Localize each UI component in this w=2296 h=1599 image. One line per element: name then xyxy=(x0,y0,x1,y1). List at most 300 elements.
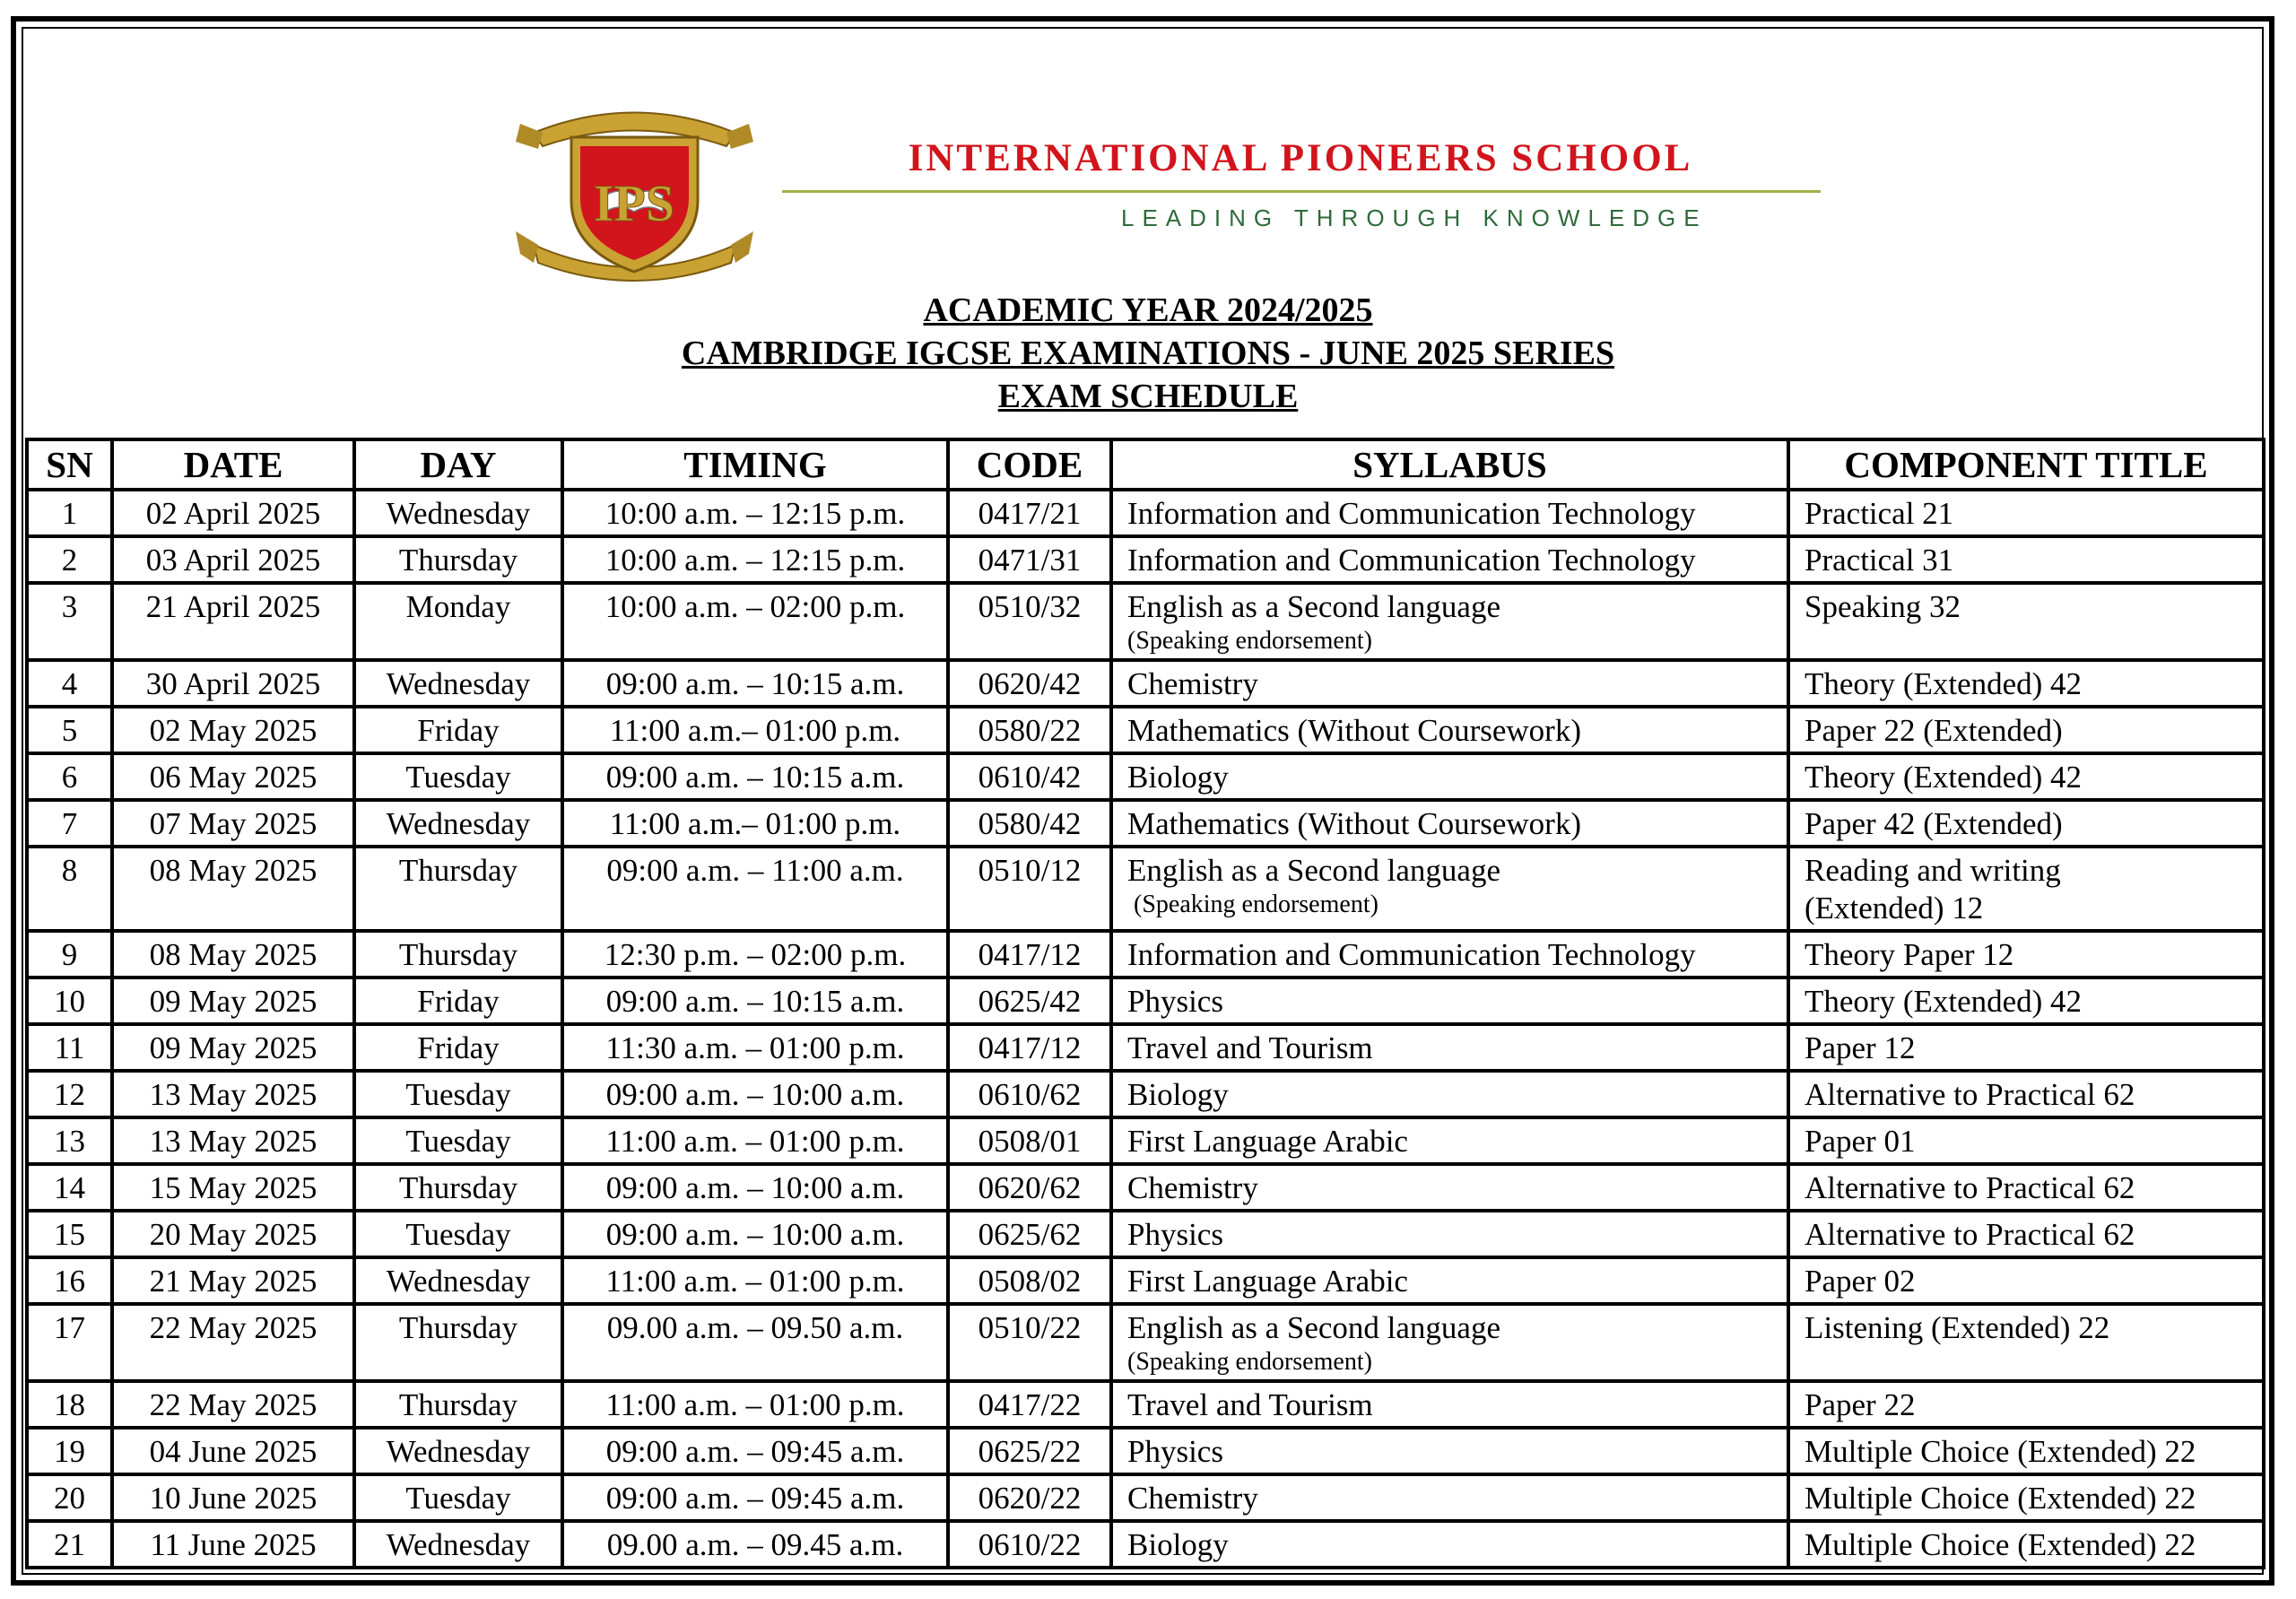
timing-text: 09.00 a.m. – 09.50 a.m. xyxy=(606,1310,904,1345)
code-text: 0471/31 xyxy=(978,543,1082,578)
cell-day xyxy=(354,1164,562,1211)
cell-component xyxy=(1788,1381,2264,1428)
cell-day xyxy=(354,1211,562,1257)
timing-text: 11:00 a.m. – 01:00 p.m. xyxy=(605,1124,905,1159)
date-text: 09 May 2025 xyxy=(149,1030,317,1065)
sn-text: 6 xyxy=(61,760,78,795)
cell-date xyxy=(112,1071,354,1117)
table-row xyxy=(27,1381,2264,1428)
code-text: 0510/12 xyxy=(978,853,1082,888)
date-text: 10 June 2025 xyxy=(149,1481,317,1516)
cell-sn xyxy=(27,660,112,707)
syllabus-text: Chemistry xyxy=(1127,1481,1258,1516)
cell-syllabus xyxy=(1111,660,1788,707)
cell-sn xyxy=(27,1071,112,1117)
cell-timing xyxy=(562,583,948,660)
cell-sn xyxy=(27,847,112,931)
sn-text: 14 xyxy=(54,1170,85,1205)
cell-timing xyxy=(562,1211,948,1257)
cell-date xyxy=(112,490,354,536)
timing-text: 09:00 a.m. – 10:00 a.m. xyxy=(605,1077,905,1112)
day-text: Wednesday xyxy=(386,1527,531,1562)
cell-sn xyxy=(27,1474,112,1521)
cell-code xyxy=(948,1164,1111,1211)
cell-timing xyxy=(562,490,948,536)
cell-sn xyxy=(27,536,112,583)
code-text: 0620/22 xyxy=(978,1481,1082,1516)
component-text: Paper 12 xyxy=(1805,1030,1916,1065)
component-text: Theory Paper 12 xyxy=(1805,937,2014,972)
cell-date xyxy=(112,707,354,753)
cell-timing xyxy=(562,1521,948,1568)
component-text: Theory (Extended) 42 xyxy=(1805,666,2083,701)
sn-text: 8 xyxy=(61,853,78,888)
exam-schedule-title: EXAM SCHEDULE xyxy=(997,378,1299,415)
cell-timing xyxy=(562,1024,948,1071)
cell-day xyxy=(354,1071,562,1117)
syllabus-text: Information and Communication Technology xyxy=(1127,543,1696,578)
timing-text: 10:00 a.m. – 12:15 p.m. xyxy=(604,496,906,531)
cell-component xyxy=(1788,1117,2264,1164)
sn-text: 1 xyxy=(61,496,78,531)
cell-code xyxy=(948,1474,1111,1521)
cell-component xyxy=(1788,707,2264,753)
school-motto: LEADING THROUGH KNOWLEDGE xyxy=(1121,204,1708,231)
school-crest-logo xyxy=(516,97,753,285)
cell-syllabus xyxy=(1111,1164,1788,1211)
table-row xyxy=(27,1211,2264,1257)
column-header-date: DATE xyxy=(112,439,354,490)
cell-component xyxy=(1788,536,2264,583)
cell-timing xyxy=(562,931,948,978)
cell-day xyxy=(354,800,562,847)
component-text: Reading and writing xyxy=(1805,853,2061,888)
cell-syllabus xyxy=(1111,536,1788,583)
syllabus-text: Biology xyxy=(1127,1077,1229,1112)
date-text: 04 June 2025 xyxy=(149,1434,317,1469)
table-row xyxy=(27,1164,2264,1211)
logo-initials: IPS xyxy=(593,174,675,232)
cell-syllabus xyxy=(1111,707,1788,753)
cell-date xyxy=(112,1211,354,1257)
syllabus-text: Biology xyxy=(1127,760,1229,795)
cell-day xyxy=(354,707,562,753)
cell-sn xyxy=(27,1211,112,1257)
sn-text: 16 xyxy=(54,1264,85,1299)
syllabus-text: Mathematics (Without Coursework) xyxy=(1127,806,1581,841)
timing-text: 12:30 p.m. – 02:00 p.m. xyxy=(604,937,907,972)
syllabus-text: Chemistry xyxy=(1127,666,1258,701)
component-text: Multiple Choice (Extended) 22 xyxy=(1805,1434,2196,1469)
cell-code xyxy=(948,536,1111,583)
cell-syllabus xyxy=(1111,847,1788,931)
date-text: 13 May 2025 xyxy=(149,1124,317,1159)
cell-sn xyxy=(27,1117,112,1164)
cell-day xyxy=(354,1257,562,1304)
syllabus-text: Mathematics (Without Coursework) xyxy=(1127,713,1581,748)
cell-code xyxy=(948,1024,1111,1071)
timing-text: 09.00 a.m. – 09.45 a.m. xyxy=(606,1527,904,1562)
component-text: Theory (Extended) 42 xyxy=(1805,760,2083,795)
cell-sn xyxy=(27,1428,112,1474)
cell-syllabus xyxy=(1111,1071,1788,1117)
syllabus-text: Physics xyxy=(1127,1217,1223,1252)
cell-component xyxy=(1788,1521,2264,1568)
timing-text: 09:00 a.m. – 10:15 a.m. xyxy=(605,984,905,1019)
table-header-row xyxy=(27,439,2264,490)
column-header-timing: TIMING xyxy=(562,439,948,490)
syllabus-text: English as a Second language xyxy=(1127,589,1501,624)
cell-component xyxy=(1788,1164,2264,1211)
cell-date xyxy=(112,978,354,1024)
cell-timing xyxy=(562,660,948,707)
sn-text: 17 xyxy=(54,1310,85,1345)
timing-text: 11:00 a.m.– 01:00 p.m. xyxy=(609,806,901,841)
cell-timing xyxy=(562,1474,948,1521)
cell-component xyxy=(1788,800,2264,847)
cell-syllabus xyxy=(1111,1428,1788,1474)
cell-timing xyxy=(562,1257,948,1304)
code-text: 0510/22 xyxy=(978,1310,1082,1345)
code-text: 0508/01 xyxy=(978,1124,1082,1159)
day-text: Thursday xyxy=(398,1387,518,1422)
sn-text: 10 xyxy=(54,984,85,1019)
timing-text: 11:30 a.m. – 01:00 p.m. xyxy=(605,1030,905,1065)
code-text: 0580/22 xyxy=(978,713,1082,748)
code-text: 0610/42 xyxy=(978,760,1082,795)
cell-date xyxy=(112,847,354,931)
cell-syllabus xyxy=(1111,1024,1788,1071)
column-header-sn: SN xyxy=(27,439,112,490)
syllabus-note: (Speaking endorsement) xyxy=(1127,1348,1372,1376)
timing-text: 11:00 a.m. – 01:00 p.m. xyxy=(605,1387,905,1422)
cell-sn xyxy=(27,707,112,753)
component-text: Alternative to Practical 62 xyxy=(1805,1077,2135,1112)
cell-code xyxy=(948,583,1111,660)
table-row xyxy=(27,490,2264,536)
cell-day xyxy=(354,1428,562,1474)
cell-timing xyxy=(562,1164,948,1211)
sn-text: 20 xyxy=(54,1481,85,1516)
timing-text: 09:00 a.m. – 10:15 a.m. xyxy=(605,666,905,701)
cell-sn xyxy=(27,753,112,800)
cell-sn xyxy=(27,1164,112,1211)
code-text: 0510/32 xyxy=(978,589,1082,624)
day-text: Tuesday xyxy=(405,1217,511,1252)
cell-timing xyxy=(562,1381,948,1428)
cell-date xyxy=(112,1521,354,1568)
code-text: 0625/42 xyxy=(978,984,1082,1019)
component-text: Practical 31 xyxy=(1805,543,1954,578)
cell-day xyxy=(354,1474,562,1521)
table-row xyxy=(27,847,2264,931)
component-text: Alternative to Practical 62 xyxy=(1805,1170,2135,1205)
cell-component xyxy=(1788,1024,2264,1071)
date-text: 06 May 2025 xyxy=(149,760,317,795)
date-text: 15 May 2025 xyxy=(149,1170,317,1205)
cell-day xyxy=(354,536,562,583)
timing-text: 09:00 a.m. – 09:45 a.m. xyxy=(605,1481,905,1516)
syllabus-note: (Speaking endorsement) xyxy=(1127,891,1378,918)
sn-text: 7 xyxy=(61,806,78,841)
sn-text: 4 xyxy=(61,666,78,701)
cell-code xyxy=(948,931,1111,978)
table-row xyxy=(27,707,2264,753)
component-text: Multiple Choice (Extended) 22 xyxy=(1805,1481,2196,1516)
day-text: Tuesday xyxy=(405,1124,511,1159)
cell-syllabus xyxy=(1111,490,1788,536)
cell-date xyxy=(112,536,354,583)
day-text: Friday xyxy=(417,984,500,1019)
date-text: 02 April 2025 xyxy=(145,496,321,531)
cell-sn xyxy=(27,1521,112,1568)
syllabus-text: Information and Communication Technology xyxy=(1127,496,1696,531)
cell-date xyxy=(112,753,354,800)
code-text: 0620/42 xyxy=(978,666,1082,701)
day-text: Wednesday xyxy=(386,666,531,701)
cell-syllabus xyxy=(1111,753,1788,800)
cell-code xyxy=(948,1304,1111,1381)
table-row xyxy=(27,1474,2264,1521)
table-row xyxy=(27,931,2264,978)
component-text: Paper 42 (Extended) xyxy=(1805,806,2063,841)
sn-text: 19 xyxy=(54,1434,85,1469)
cell-date xyxy=(112,1164,354,1211)
cell-code xyxy=(948,1257,1111,1304)
date-text: 11 June 2025 xyxy=(150,1527,317,1562)
day-text: Monday xyxy=(405,589,511,624)
table-row xyxy=(27,536,2264,583)
cell-timing xyxy=(562,800,948,847)
cell-day xyxy=(354,1024,562,1071)
cell-syllabus xyxy=(1111,1117,1788,1164)
code-text: 0625/62 xyxy=(978,1217,1082,1252)
date-text: 02 May 2025 xyxy=(149,713,317,748)
syllabus-note: (Speaking endorsement) xyxy=(1127,627,1372,655)
date-text: 21 April 2025 xyxy=(145,589,321,624)
column-header-code: CODE xyxy=(948,439,1111,490)
cell-component xyxy=(1788,583,2264,660)
cell-day xyxy=(354,583,562,660)
syllabus-text: First Language Arabic xyxy=(1127,1264,1408,1299)
table-row xyxy=(27,1428,2264,1474)
syllabus-text: Physics xyxy=(1127,984,1223,1019)
timing-text: 09:00 a.m. – 10:00 a.m. xyxy=(605,1170,905,1205)
exam-series-title: CAMBRIDGE IGCSE EXAMINATIONS - JUNE 2025 SERIES xyxy=(681,335,1615,372)
cell-component xyxy=(1788,1071,2264,1117)
cell-date xyxy=(112,1257,354,1304)
sn-text: 2 xyxy=(61,543,78,578)
cell-syllabus xyxy=(1111,1381,1788,1428)
code-text: 0417/21 xyxy=(978,496,1082,531)
cell-date xyxy=(112,1474,354,1521)
code-text: 0417/12 xyxy=(978,1030,1082,1065)
component-text: Alternative to Practical 62 xyxy=(1805,1217,2135,1252)
cell-syllabus xyxy=(1111,1257,1788,1304)
code-text: 0580/42 xyxy=(978,806,1082,841)
timing-text: 11:00 a.m.– 01:00 p.m. xyxy=(609,713,901,748)
table-row xyxy=(27,1117,2264,1164)
cell-day xyxy=(354,1117,562,1164)
cell-sn xyxy=(27,1304,112,1381)
cell-component xyxy=(1788,847,2264,931)
table-row xyxy=(27,1257,2264,1304)
day-text: Tuesday xyxy=(405,1481,511,1516)
school-name: INTERNATIONAL PIONEERS SCHOOL xyxy=(908,137,1693,179)
timing-text: 10:00 a.m. – 02:00 p.m. xyxy=(604,589,906,624)
date-text: 13 May 2025 xyxy=(149,1077,317,1112)
cell-component xyxy=(1788,1304,2264,1381)
cell-day xyxy=(354,660,562,707)
column-header-component-title: COMPONENT TITLE xyxy=(1788,439,2264,490)
date-text: 08 May 2025 xyxy=(149,937,317,972)
sn-text: 13 xyxy=(54,1124,85,1159)
cell-code xyxy=(948,978,1111,1024)
cell-syllabus xyxy=(1111,1304,1788,1381)
cell-sn xyxy=(27,1024,112,1071)
date-text: 07 May 2025 xyxy=(149,806,317,841)
cell-timing xyxy=(562,1117,948,1164)
cell-day xyxy=(354,847,562,931)
cell-day xyxy=(354,1521,562,1568)
cell-date xyxy=(112,583,354,660)
cell-code xyxy=(948,1211,1111,1257)
timing-text: 09:00 a.m. – 11:00 a.m. xyxy=(606,853,904,888)
cell-component xyxy=(1788,490,2264,536)
sn-text: 9 xyxy=(61,937,78,972)
date-text: 22 May 2025 xyxy=(149,1310,317,1345)
cell-day xyxy=(354,931,562,978)
cell-code xyxy=(948,1117,1111,1164)
cell-code xyxy=(948,1071,1111,1117)
cell-code xyxy=(948,847,1111,931)
date-text: 03 April 2025 xyxy=(145,543,321,578)
day-text: Thursday xyxy=(398,937,518,972)
component-text: Paper 02 xyxy=(1805,1264,1916,1299)
syllabus-text: English as a Second language xyxy=(1127,853,1501,888)
sn-text: 18 xyxy=(54,1387,85,1422)
date-text: 20 May 2025 xyxy=(149,1217,317,1252)
column-header-syllabus: SYLLABUS xyxy=(1111,439,1788,490)
code-text: 0610/62 xyxy=(978,1077,1082,1112)
sn-text: 3 xyxy=(61,589,78,624)
date-text: 30 April 2025 xyxy=(145,666,321,701)
cell-code xyxy=(948,490,1111,536)
code-text: 0508/02 xyxy=(978,1264,1082,1299)
component-continued: (Extended) 12 xyxy=(1805,891,1984,926)
day-text: Wednesday xyxy=(386,496,531,531)
cell-component xyxy=(1788,753,2264,800)
table-row xyxy=(27,1024,2264,1071)
cell-syllabus xyxy=(1111,1211,1788,1257)
code-text: 0417/12 xyxy=(978,937,1082,972)
cell-day xyxy=(354,490,562,536)
cell-timing xyxy=(562,1428,948,1474)
cell-code xyxy=(948,1521,1111,1568)
header-divider xyxy=(782,190,1821,193)
cell-sn xyxy=(27,978,112,1024)
cell-code xyxy=(948,707,1111,753)
cell-syllabus xyxy=(1111,978,1788,1024)
code-text: 0610/22 xyxy=(978,1527,1082,1562)
date-text: 09 May 2025 xyxy=(149,984,317,1019)
cell-component xyxy=(1788,1428,2264,1474)
day-text: Thursday xyxy=(398,1310,518,1345)
syllabus-text: Biology xyxy=(1127,1527,1229,1562)
code-text: 0417/22 xyxy=(978,1387,1082,1422)
table-row xyxy=(27,1071,2264,1117)
date-text: 21 May 2025 xyxy=(149,1264,317,1299)
day-text: Friday xyxy=(417,1030,500,1065)
cell-timing xyxy=(562,978,948,1024)
component-text: Paper 22 xyxy=(1805,1387,1916,1422)
day-text: Friday xyxy=(417,713,500,748)
cell-sn xyxy=(27,490,112,536)
sn-text: 15 xyxy=(54,1217,85,1252)
table-row xyxy=(27,660,2264,707)
day-text: Wednesday xyxy=(386,1264,531,1299)
table-row xyxy=(27,753,2264,800)
table-row xyxy=(27,800,2264,847)
cell-sn xyxy=(27,1381,112,1428)
cell-component xyxy=(1788,1257,2264,1304)
cell-date xyxy=(112,800,354,847)
component-text: Multiple Choice (Extended) 22 xyxy=(1805,1527,2196,1562)
cell-date xyxy=(112,660,354,707)
timing-text: 10:00 a.m. – 12:15 p.m. xyxy=(604,543,906,578)
cell-timing xyxy=(562,847,948,931)
component-text: Listening (Extended) 22 xyxy=(1805,1310,2110,1345)
cell-timing xyxy=(562,1071,948,1117)
cell-syllabus xyxy=(1111,583,1788,660)
timing-text: 09:00 a.m. – 10:00 a.m. xyxy=(605,1217,905,1252)
academic-year-title: ACADEMIC YEAR 2024/2025 xyxy=(923,291,1373,329)
date-text: 22 May 2025 xyxy=(149,1387,317,1422)
cell-sn xyxy=(27,800,112,847)
component-text: Theory (Extended) 42 xyxy=(1805,984,2083,1019)
timing-text: 11:00 a.m. – 01:00 p.m. xyxy=(605,1264,905,1299)
cell-syllabus xyxy=(1111,931,1788,978)
cell-syllabus xyxy=(1111,800,1788,847)
cell-component xyxy=(1788,1211,2264,1257)
cell-timing xyxy=(562,1304,948,1381)
cell-code xyxy=(948,1428,1111,1474)
syllabus-text: English as a Second language xyxy=(1127,1310,1501,1345)
cell-timing xyxy=(562,536,948,583)
table-row xyxy=(27,1304,2264,1381)
cell-code xyxy=(948,660,1111,707)
syllabus-text: Travel and Tourism xyxy=(1127,1030,1373,1065)
cell-sn xyxy=(27,931,112,978)
syllabus-text: Physics xyxy=(1127,1434,1223,1469)
cell-day xyxy=(354,1304,562,1381)
cell-date xyxy=(112,931,354,978)
syllabus-text: Chemistry xyxy=(1127,1170,1258,1205)
table-row xyxy=(27,583,2264,660)
cell-code xyxy=(948,753,1111,800)
syllabus-text: Information and Communication Technology xyxy=(1127,937,1696,972)
cell-component xyxy=(1788,1474,2264,1521)
sn-text: 12 xyxy=(54,1077,85,1112)
cell-sn xyxy=(27,1257,112,1304)
sn-text: 5 xyxy=(61,713,78,748)
table-row xyxy=(27,1521,2264,1568)
cell-syllabus xyxy=(1111,1521,1788,1568)
cell-component xyxy=(1788,978,2264,1024)
day-text: Tuesday xyxy=(405,1077,511,1112)
timing-text: 09:00 a.m. – 09:45 a.m. xyxy=(605,1434,905,1469)
cell-day xyxy=(354,978,562,1024)
